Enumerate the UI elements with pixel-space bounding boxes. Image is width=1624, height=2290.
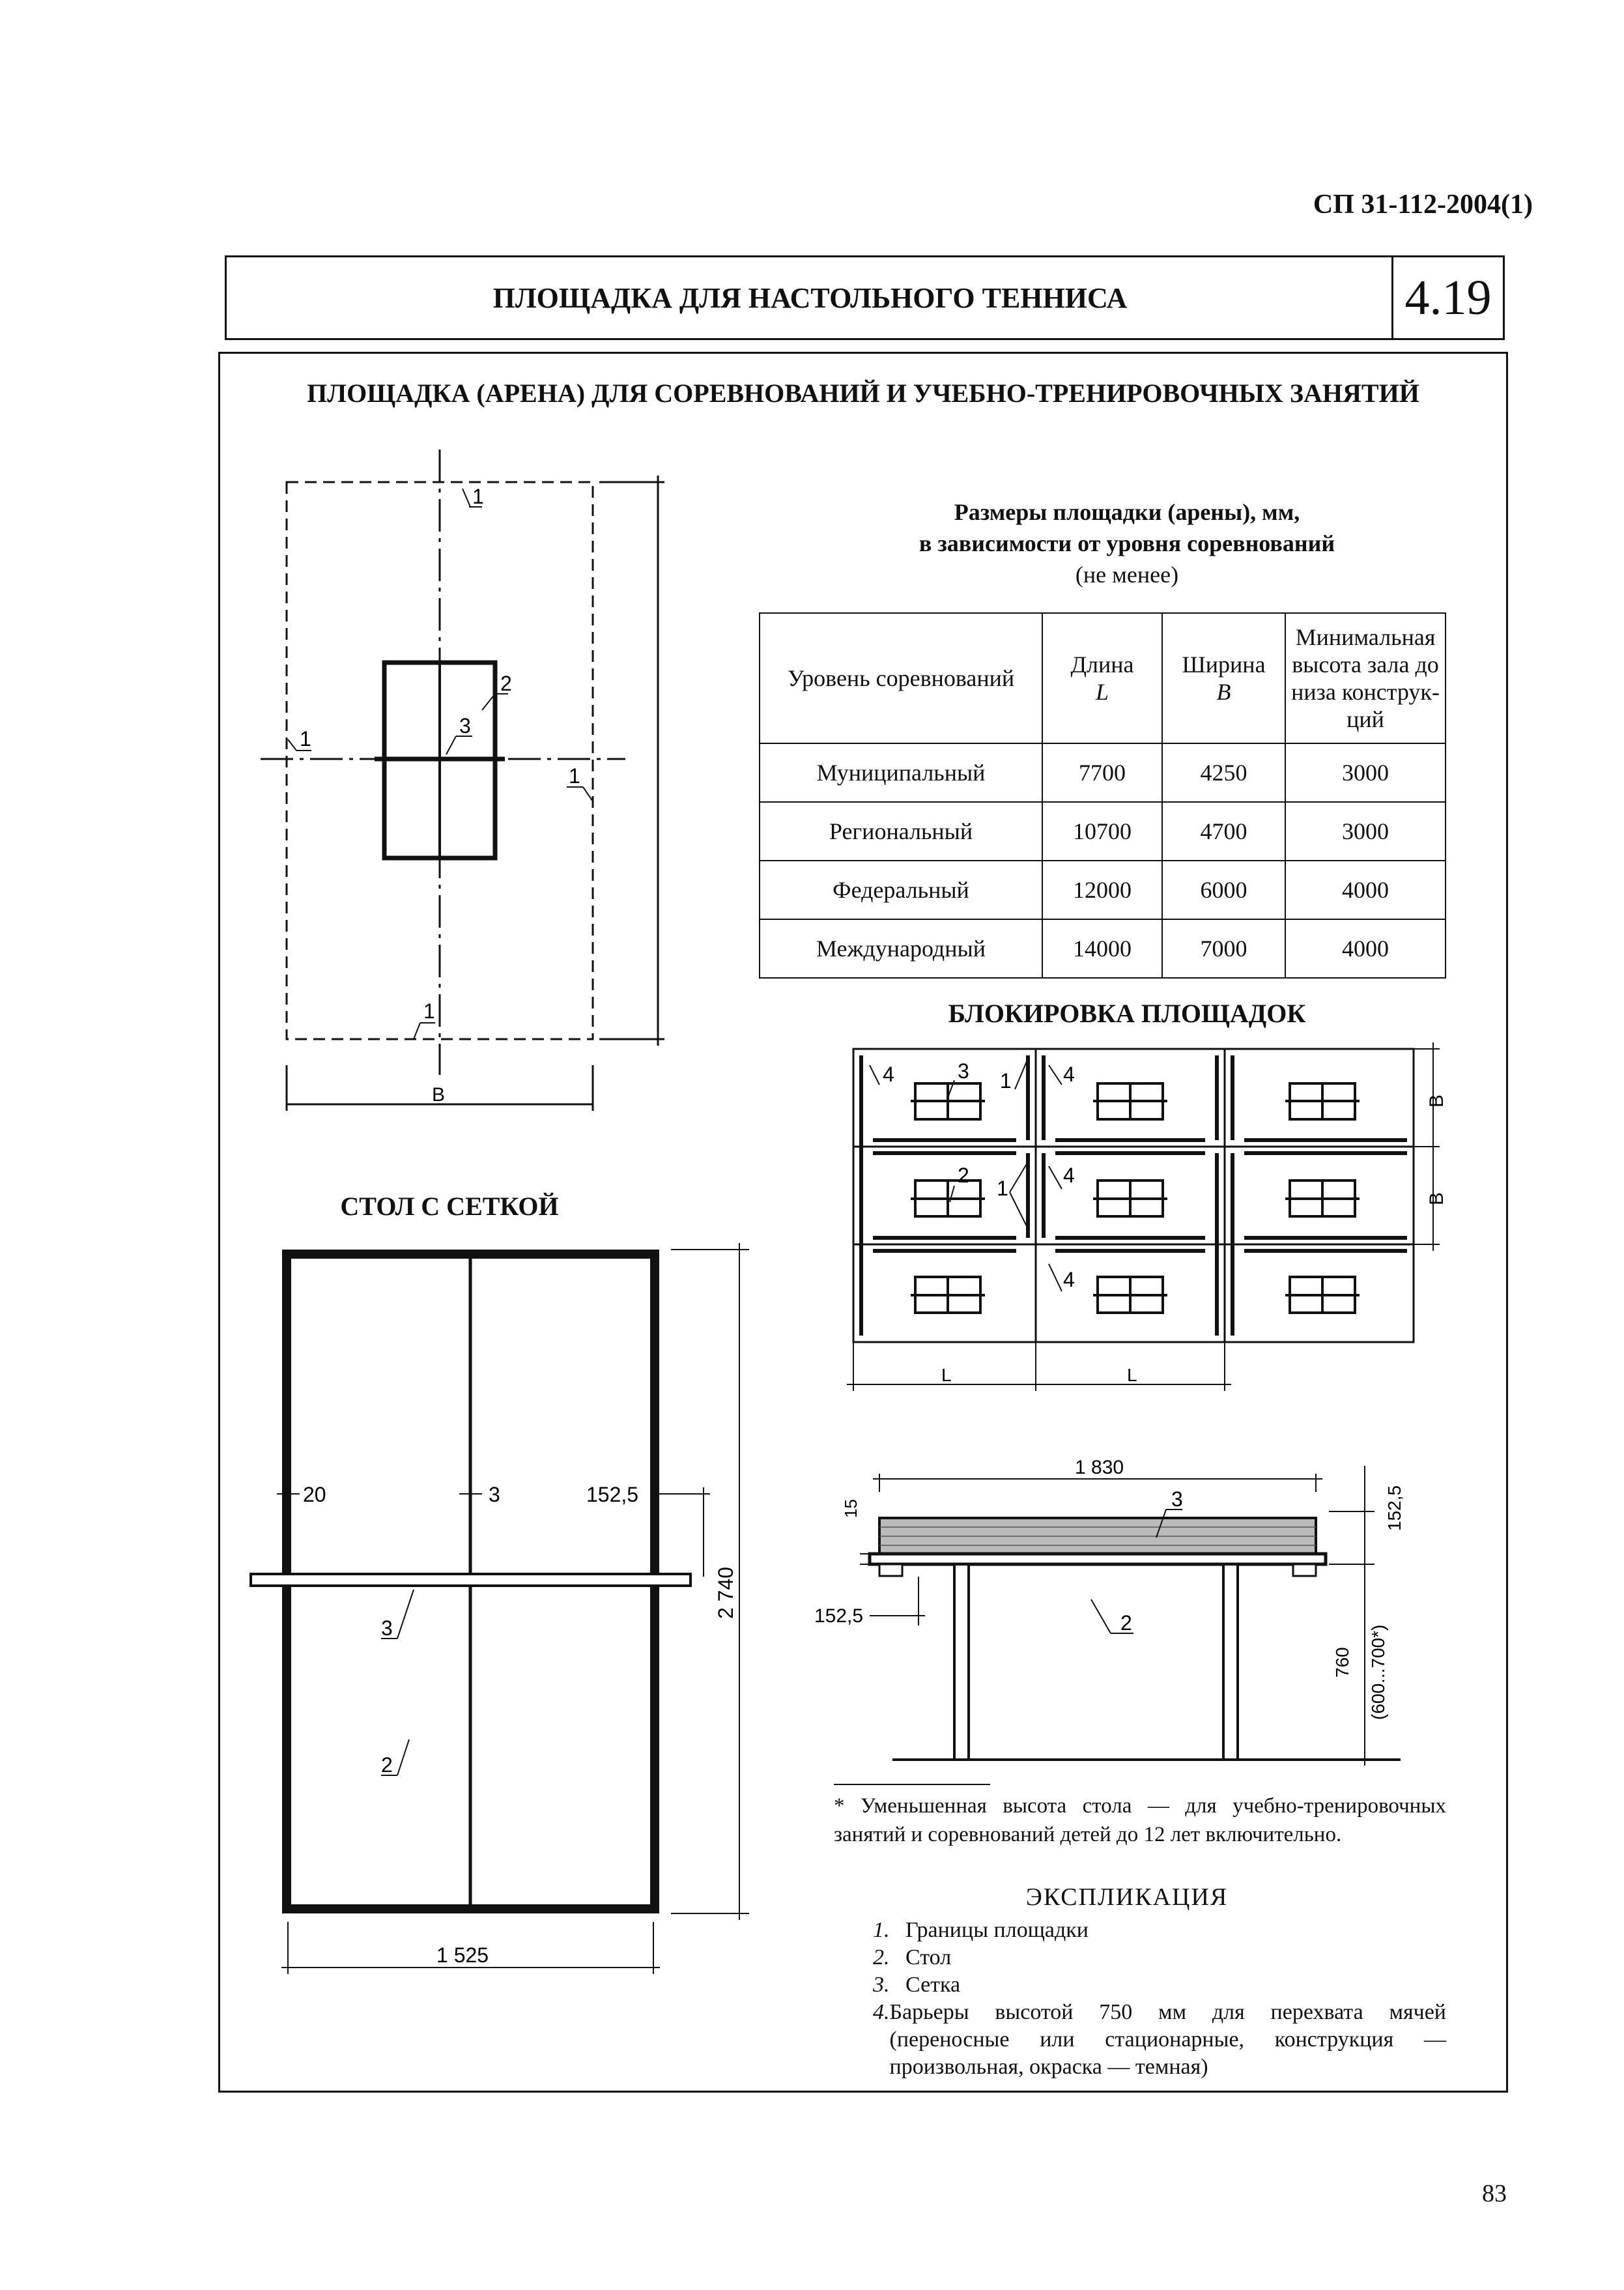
table-net-title: СТОЛ С СЕТКОЙ — [340, 1192, 559, 1221]
table-row — [760, 919, 1446, 978]
blocking-label-barrier-2: 4 — [1063, 1063, 1075, 1086]
table-row — [760, 802, 1446, 861]
sizes-caption-line1: Размеры площадки (арены), мм, — [954, 499, 1300, 525]
side-dim-net-clearance: 15 — [841, 1499, 861, 1518]
sizes-caption-line3: (не менее) — [1075, 562, 1179, 588]
row-height: 3000 — [1285, 743, 1446, 802]
legend-item-text: Сетка — [905, 1973, 961, 1997]
side-view-drawing — [814, 1446, 1440, 1785]
blocking-label-table: 2 — [958, 1164, 969, 1187]
row-length: 10700 — [1042, 802, 1162, 861]
table-label-table: 2 — [381, 1753, 393, 1777]
row-length: 12000 — [1042, 861, 1162, 919]
legend-item-text: Границы площадки — [905, 1918, 1089, 1942]
blocking-dim-length-2: L — [1127, 1365, 1137, 1385]
list-item — [873, 1944, 1446, 1971]
plan-dim-width: B — [432, 1084, 446, 1106]
plan-label-boundary-bottom: 1 — [423, 999, 435, 1023]
table-header-row — [760, 613, 1446, 743]
list-item — [873, 1971, 1446, 1999]
page-title: ПЛОЩАДКА ДЛЯ НАСТОЛЬНОГО ТЕННИСА — [492, 281, 1128, 314]
side-dim-height-reduced: (600...700*) — [1368, 1624, 1388, 1720]
row-height: 4000 — [1285, 861, 1446, 919]
legend-list — [873, 1917, 1446, 2081]
plan-label-net: 3 — [459, 714, 471, 737]
blocking-dim-width-1: B — [1426, 1094, 1447, 1108]
legend-item-num: 4. — [873, 2000, 890, 2024]
legend-item-num: 2. — [873, 1945, 890, 1969]
side-label-table: 2 — [1120, 1611, 1132, 1635]
table-dim-edge-line: 20 — [303, 1483, 326, 1506]
list-item — [873, 1999, 1446, 2081]
row-length: 14000 — [1042, 919, 1162, 978]
plan-label-boundary-top: 1 — [472, 485, 484, 508]
plan-label-table: 2 — [500, 672, 512, 695]
header-length — [1042, 613, 1162, 743]
table-label-net: 3 — [381, 1616, 393, 1640]
blocking-title: БЛОКИРОВКА ПЛОЩАДОК — [948, 999, 1306, 1028]
row-width: 4250 — [1162, 743, 1285, 802]
table-dim-center-line: 3 — [489, 1483, 500, 1506]
side-dim-post-offset: 152,5 — [814, 1605, 864, 1627]
plan-label-boundary-left: 1 — [300, 727, 311, 751]
blocking-dim-length-1: L — [941, 1365, 952, 1385]
blocking-label-boundary-2: 1 — [997, 1177, 1008, 1200]
table-row — [760, 861, 1446, 919]
header-height: Минимальная высота зала до низа конструк-ций — [1285, 613, 1446, 743]
table-dim-net-overhang: 152,5 — [586, 1483, 639, 1506]
row-width: 7000 — [1162, 919, 1285, 978]
blocking-label-barrier: 4 — [883, 1063, 894, 1086]
arena-section-title: ПЛОЩАДКА (АРЕНА) ДЛЯ СОРЕВНОВАНИЙ И УЧЕБНО-ТРЕНИРОВОЧНЫХ ЗАНЯТИЙ — [307, 379, 1419, 408]
row-level: Муниципальный — [760, 743, 1042, 802]
row-level: Федеральный — [760, 861, 1042, 919]
table-net-drawing — [241, 1238, 762, 2039]
header-width-symbol: B — [1216, 679, 1231, 705]
blocking-label-barrier-4: 4 — [1063, 1268, 1075, 1291]
title-box — [225, 255, 1505, 340]
legend-item-text: Барьеры высотой 750 мм для перехвата мячей (переносные или стационарные, конструкция — произвольная, окраска — темная) — [889, 2000, 1446, 2079]
footnote-rule — [834, 1784, 990, 1785]
side-dim-table-length: 1 830 — [1075, 1457, 1124, 1478]
footnote: * Уменьшенная высота стола — для учебно-тренировочных занятий и соревнований детей до 12 лет включительно. — [834, 1794, 1446, 1846]
row-width: 6000 — [1162, 861, 1285, 919]
row-height: 3000 — [1285, 802, 1446, 861]
row-level: Международный — [760, 919, 1042, 978]
header-width-label: Ширина — [1182, 651, 1266, 678]
blocking-diagram — [834, 1036, 1453, 1414]
row-length: 7700 — [1042, 743, 1162, 802]
legend-item-num: 1. — [873, 1918, 890, 1942]
page-number: 83 — [1482, 2180, 1507, 2207]
table-row — [760, 743, 1446, 802]
plan-label-boundary-right: 1 — [569, 764, 580, 788]
sizes-table — [759, 612, 1446, 979]
legend-item-text: Стол — [905, 1945, 952, 1969]
row-width: 4700 — [1162, 802, 1285, 861]
header-length-symbol: L — [1095, 679, 1109, 705]
table-dim-length: 2 740 — [714, 1566, 737, 1619]
section-number: 4.19 — [1391, 257, 1503, 338]
list-item — [873, 1917, 1446, 1944]
header-length-label: Длина — [1070, 651, 1134, 678]
side-label-net: 3 — [1171, 1487, 1183, 1511]
blocking-label-net: 3 — [958, 1059, 969, 1083]
sizes-caption-line2: в зависимости от уровня соревнований — [919, 530, 1335, 556]
legend-title: ЭКСПЛИКАЦИЯ — [1025, 1883, 1229, 1911]
arena-plan-drawing — [248, 450, 704, 1134]
blocking-dim-width-2: B — [1426, 1192, 1447, 1205]
header-level: Уровень соревнований — [760, 613, 1042, 743]
legend-item-num: 3. — [873, 1973, 890, 1997]
side-dim-net-height: 152,5 — [1384, 1485, 1404, 1531]
table-dim-width: 1 525 — [436, 1943, 489, 1967]
header-width — [1162, 613, 1285, 743]
side-dim-height: 760 — [1332, 1647, 1352, 1678]
document-code: СП 31-112-2004(1) — [1313, 190, 1533, 220]
blocking-label-barrier-3: 4 — [1063, 1164, 1075, 1187]
row-height: 4000 — [1285, 919, 1446, 978]
blocking-label-boundary: 1 — [1000, 1069, 1012, 1093]
row-level: Региональный — [760, 802, 1042, 861]
